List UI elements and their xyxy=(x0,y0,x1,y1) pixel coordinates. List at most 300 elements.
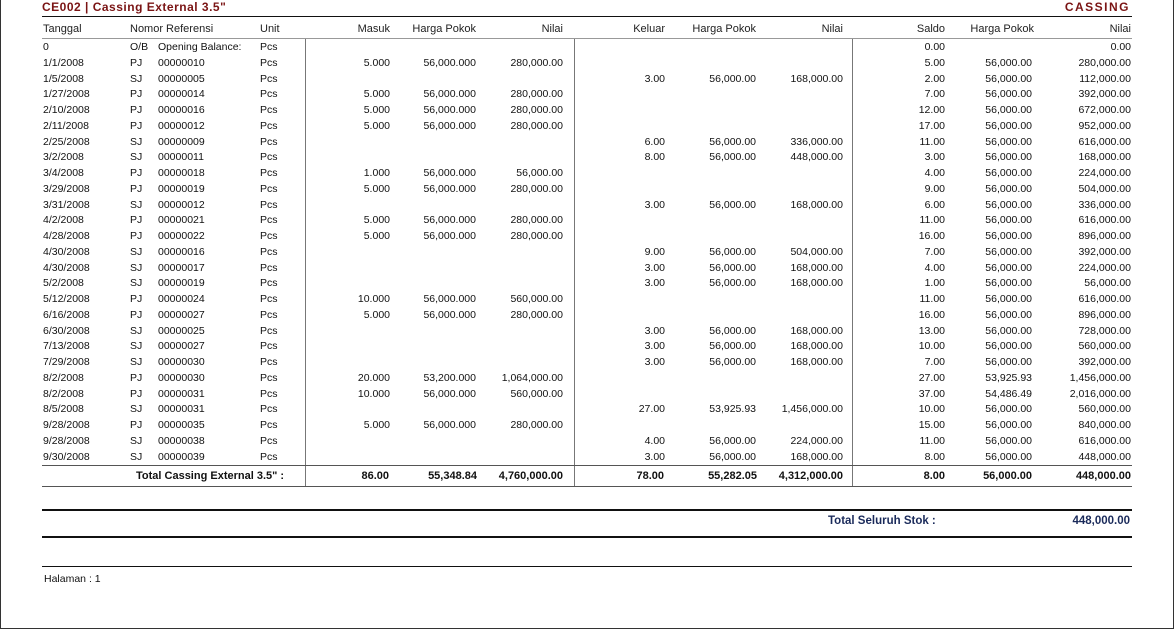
cell-type: SJ xyxy=(130,246,143,258)
cell-type: SJ xyxy=(130,435,143,447)
cell-in-value: 280,000.00 xyxy=(510,120,563,132)
cell-in-value: 56,000.00 xyxy=(516,167,563,179)
total-balance-value: 448,000.00 xyxy=(1075,470,1131,482)
cell-balance-value: 1,456,000.00 xyxy=(1069,372,1131,384)
cell-balance-price: 56,000.00 xyxy=(985,57,1032,69)
cell-out-price: 56,000.00 xyxy=(709,246,756,258)
total-balance-qty: 8.00 xyxy=(923,470,945,482)
cell-balance-value: 672,000.00 xyxy=(1078,104,1131,116)
cell-type: PJ xyxy=(130,183,143,195)
cell-reference: 00000035 xyxy=(158,419,205,431)
cell-in-qty: 5.000 xyxy=(363,88,390,100)
cell-in-qty: 5.000 xyxy=(363,230,390,242)
cell-in-qty: 5.000 xyxy=(363,214,390,226)
cell-reference: 00000031 xyxy=(158,403,205,415)
cell-date: 7/13/2008 xyxy=(43,340,90,352)
cell-out-value: 168,000.00 xyxy=(790,262,843,274)
cell-balance-qty: 9.00 xyxy=(924,183,945,195)
cell-balance-price: 56,000.00 xyxy=(985,293,1032,305)
cell-balance-value: 392,000.00 xyxy=(1078,246,1131,258)
cell-balance-qty: 4.00 xyxy=(924,167,945,179)
cell-reference: 00000031 xyxy=(158,388,205,400)
cell-balance-price: 56,000.00 xyxy=(985,435,1032,447)
cell-unit: Pcs xyxy=(260,104,278,116)
cell-out-price: 56,000.00 xyxy=(709,262,756,274)
cell-type: PJ xyxy=(130,309,143,321)
cell-out-qty: 3.00 xyxy=(644,451,665,463)
cell-type: SJ xyxy=(130,403,143,415)
cell-in-price: 56,000.000 xyxy=(423,183,476,195)
cell-in-qty: 20.000 xyxy=(357,372,390,384)
cell-out-qty: 3.00 xyxy=(644,199,665,211)
cell-out-value: 168,000.00 xyxy=(790,73,843,85)
cell-unit: Pcs xyxy=(260,246,278,258)
cell-unit: Pcs xyxy=(260,419,278,431)
cell-date: 8/2/2008 xyxy=(43,388,84,400)
cell-balance-value: 224,000.00 xyxy=(1078,262,1131,274)
cell-out-price: 56,000.00 xyxy=(709,451,756,463)
grand-total-top-rule xyxy=(42,509,1132,511)
cell-balance-price: 56,000.00 xyxy=(985,120,1032,132)
cell-balance-value: 952,000.00 xyxy=(1078,120,1131,132)
footer-rule xyxy=(42,566,1132,567)
cell-out-price: 56,000.00 xyxy=(709,136,756,148)
cell-date: 9/30/2008 xyxy=(43,451,90,463)
cell-balance-qty: 5.00 xyxy=(924,57,945,69)
cell-reference: 00000012 xyxy=(158,199,205,211)
cell-balance-qty: 8.00 xyxy=(924,451,945,463)
cell-type: SJ xyxy=(130,136,143,148)
cell-reference: 00000016 xyxy=(158,246,205,258)
cell-balance-price: 53,925.93 xyxy=(985,372,1032,384)
cell-balance-value: 560,000.00 xyxy=(1078,403,1131,415)
cell-type: PJ xyxy=(130,214,143,226)
cell-balance-qty: 16.00 xyxy=(918,309,945,321)
total-out-price: 55,282.05 xyxy=(708,470,757,482)
cell-type: PJ xyxy=(130,120,143,132)
total-balance-price: 56,000.00 xyxy=(983,470,1032,482)
cell-balance-price: 56,000.00 xyxy=(985,167,1032,179)
col-harga-pokok-in: Harga Pokok xyxy=(412,23,476,35)
divider-out xyxy=(574,39,575,486)
col-nomor-referensi: Nomor Referensi xyxy=(130,23,214,35)
cell-balance-price: 56,000.00 xyxy=(985,104,1032,116)
cell-balance-value: 168,000.00 xyxy=(1078,151,1131,163)
cell-out-value: 504,000.00 xyxy=(790,246,843,258)
cell-in-qty: 5.000 xyxy=(363,183,390,195)
cell-out-value: 168,000.00 xyxy=(790,199,843,211)
cell-unit: Pcs xyxy=(260,277,278,289)
cell-out-qty: 6.00 xyxy=(644,136,665,148)
cell-in-qty: 10.000 xyxy=(357,388,390,400)
cell-balance-qty: 17.00 xyxy=(918,120,945,132)
cell-out-price: 56,000.00 xyxy=(709,73,756,85)
cell-balance-qty: 11.00 xyxy=(919,214,945,226)
cell-date: 4/30/2008 xyxy=(43,262,90,274)
grand-total-value: 448,000.00 xyxy=(1072,515,1130,527)
cell-balance-value: 392,000.00 xyxy=(1078,356,1131,368)
cell-out-qty: 3.00 xyxy=(644,340,665,352)
grand-total-bottom-rule xyxy=(42,536,1132,538)
cell-date: 4/30/2008 xyxy=(43,246,90,258)
cell-unit: Pcs xyxy=(260,151,278,163)
cell-out-qty: 3.00 xyxy=(644,277,665,289)
cell-out-qty: 9.00 xyxy=(644,246,665,258)
cell-in-value: 560,000.00 xyxy=(510,293,563,305)
cell-out-value: 168,000.00 xyxy=(790,340,843,352)
cell-balance-qty: 27.00 xyxy=(918,372,945,384)
cell-balance-qty: 16.00 xyxy=(918,230,945,242)
cell-balance-qty: 11.00 xyxy=(919,136,945,148)
cell-type: SJ xyxy=(130,73,143,85)
cell-out-qty: 4.00 xyxy=(644,435,665,447)
cell-in-price: 56,000.000 xyxy=(423,57,476,69)
cell-out-value: 168,000.00 xyxy=(790,277,843,289)
cell-reference: 00000012 xyxy=(158,120,205,132)
cell-balance-price: 56,000.00 xyxy=(985,340,1032,352)
col-harga-pokok-bal: Harga Pokok xyxy=(970,23,1034,35)
cell-balance-value: 2,016,000.00 xyxy=(1069,388,1131,400)
cell-balance-qty: 2.00 xyxy=(924,73,945,85)
cell-out-qty: 27.00 xyxy=(638,403,665,415)
cell-unit: Pcs xyxy=(260,57,278,69)
cell-date: 2/10/2008 xyxy=(43,104,90,116)
cell-out-value: 168,000.00 xyxy=(790,325,843,337)
cell-unit: Pcs xyxy=(260,451,278,463)
cell-unit: Pcs xyxy=(260,183,278,195)
cell-unit: Pcs xyxy=(260,136,278,148)
cell-date: 4/28/2008 xyxy=(43,230,90,242)
cell-balance-value: 840,000.00 xyxy=(1078,419,1131,431)
totals-label: Total Cassing External 3.5" : xyxy=(136,470,285,482)
cell-out-price: 56,000.00 xyxy=(709,435,756,447)
cell-date: 2/25/2008 xyxy=(43,136,90,148)
cell-date: 4/2/2008 xyxy=(43,214,84,226)
cell-balance-value: 616,000.00 xyxy=(1078,214,1131,226)
cell-in-price: 56,000.000 xyxy=(423,88,476,100)
cell-unit: Pcs xyxy=(260,167,278,179)
cell-out-value: 448,000.00 xyxy=(790,151,843,163)
cell-out-value: 168,000.00 xyxy=(790,451,843,463)
grand-total-label: Total Seluruh Stok : xyxy=(828,515,936,527)
cell-out-qty: 8.00 xyxy=(644,151,665,163)
cell-unit: Pcs xyxy=(260,403,278,415)
cell-balance-value: 0.00 xyxy=(1110,41,1131,53)
cell-type: SJ xyxy=(130,199,143,211)
cell-type: SJ xyxy=(130,262,143,274)
cell-in-qty: 5.000 xyxy=(363,419,390,431)
cell-reference: 00000014 xyxy=(158,88,205,100)
cell-reference: 00000027 xyxy=(158,309,205,321)
cell-in-value: 280,000.00 xyxy=(510,419,563,431)
cell-reference: 00000030 xyxy=(158,372,205,384)
cell-out-price: 56,000.00 xyxy=(709,199,756,211)
cell-unit: Pcs xyxy=(260,230,278,242)
cell-balance-value: 448,000.00 xyxy=(1078,451,1131,463)
cell-balance-qty: 11.00 xyxy=(919,293,945,305)
cell-type: PJ xyxy=(130,293,143,305)
cell-balance-price: 56,000.00 xyxy=(985,277,1032,289)
cell-date: 3/31/2008 xyxy=(43,199,90,211)
cell-balance-price: 56,000.00 xyxy=(985,183,1032,195)
cell-in-value: 560,000.00 xyxy=(510,388,563,400)
total-in-value: 4,760,000.00 xyxy=(498,470,563,482)
cell-reference: 00000024 xyxy=(158,293,205,305)
cell-reference: 00000022 xyxy=(158,230,205,242)
cell-out-value: 1,456,000.00 xyxy=(781,403,843,415)
cell-balance-value: 616,000.00 xyxy=(1078,435,1131,447)
cell-balance-qty: 13.00 xyxy=(918,325,945,337)
cell-balance-qty: 10.00 xyxy=(918,403,945,415)
cell-reference: 00000038 xyxy=(158,435,205,447)
cell-balance-price: 54,486.49 xyxy=(985,388,1032,400)
cell-in-qty: 5.000 xyxy=(363,120,390,132)
cell-type: SJ xyxy=(130,451,143,463)
cell-unit: Pcs xyxy=(260,262,278,274)
col-unit: Unit xyxy=(260,23,280,35)
cell-reference: 00000016 xyxy=(158,104,205,116)
cell-balance-value: 728,000.00 xyxy=(1078,325,1131,337)
cell-date: 1/5/2008 xyxy=(43,73,84,85)
cell-out-price: 56,000.00 xyxy=(709,151,756,163)
page-number: Halaman : 1 xyxy=(44,573,101,585)
cell-unit: Pcs xyxy=(260,356,278,368)
cell-in-value: 280,000.00 xyxy=(510,230,563,242)
cell-balance-qty: 7.00 xyxy=(924,246,945,258)
cell-balance-value: 896,000.00 xyxy=(1078,230,1131,242)
cell-balance-qty: 6.00 xyxy=(924,199,945,211)
cell-date: 8/5/2008 xyxy=(43,403,84,415)
cell-date: 5/2/2008 xyxy=(43,277,84,289)
cell-balance-price: 56,000.00 xyxy=(985,230,1032,242)
cell-out-price: 56,000.00 xyxy=(709,277,756,289)
cell-type: SJ xyxy=(130,325,143,337)
cell-in-value: 280,000.00 xyxy=(510,57,563,69)
col-harga-pokok-out: Harga Pokok xyxy=(692,23,756,35)
cell-date: 0 xyxy=(43,41,49,53)
cell-date: 1/27/2008 xyxy=(43,88,90,100)
cell-reference: 00000039 xyxy=(158,451,205,463)
cell-balance-price: 56,000.00 xyxy=(985,325,1032,337)
category-title: CASSING xyxy=(1064,0,1130,14)
cell-reference: 00000005 xyxy=(158,73,205,85)
cell-balance-price: 56,000.00 xyxy=(985,73,1032,85)
cell-in-qty: 1.000 xyxy=(363,167,390,179)
divider-in xyxy=(305,39,306,486)
cell-date: 9/28/2008 xyxy=(43,419,90,431)
cell-balance-qty: 10.00 xyxy=(918,340,945,352)
cell-balance-value: 896,000.00 xyxy=(1078,309,1131,321)
cell-date: 6/16/2008 xyxy=(43,309,90,321)
cell-in-value: 280,000.00 xyxy=(510,104,563,116)
total-in-qty: 86.00 xyxy=(361,470,389,482)
cell-balance-price: 56,000.00 xyxy=(985,199,1032,211)
cell-out-value: 168,000.00 xyxy=(790,356,843,368)
cell-unit: Pcs xyxy=(260,325,278,337)
cell-out-value: 336,000.00 xyxy=(790,136,843,148)
cell-balance-value: 560,000.00 xyxy=(1078,340,1131,352)
cell-date: 5/12/2008 xyxy=(43,293,90,305)
cell-in-qty: 5.000 xyxy=(363,104,390,116)
cell-date: 6/30/2008 xyxy=(43,325,90,337)
cell-balance-value: 616,000.00 xyxy=(1078,293,1131,305)
cell-reference: 00000018 xyxy=(158,167,205,179)
col-keluar: Keluar xyxy=(633,23,665,35)
cell-type: PJ xyxy=(130,419,143,431)
cell-date: 2/11/2008 xyxy=(43,120,89,132)
cell-balance-qty: 15.00 xyxy=(918,419,945,431)
cell-type: PJ xyxy=(130,57,143,69)
cell-balance-qty: 3.00 xyxy=(924,151,945,163)
cell-out-qty: 3.00 xyxy=(644,325,665,337)
totals-bottom-rule xyxy=(42,486,1132,487)
cell-balance-price: 56,000.00 xyxy=(985,262,1032,274)
cell-in-value: 280,000.00 xyxy=(510,309,563,321)
cell-date: 9/28/2008 xyxy=(43,435,90,447)
cell-balance-price: 56,000.00 xyxy=(985,151,1032,163)
cell-in-qty: 5.000 xyxy=(363,57,390,69)
cell-reference: 00000019 xyxy=(158,183,205,195)
cell-reference: 00000025 xyxy=(158,325,205,337)
cell-balance-price: 56,000.00 xyxy=(985,246,1032,258)
cell-balance-price: 56,000.00 xyxy=(985,356,1032,368)
cell-out-price: 56,000.00 xyxy=(709,340,756,352)
cell-in-price: 56,000.000 xyxy=(423,419,476,431)
col-saldo: Saldo xyxy=(916,23,945,35)
totals-top-rule xyxy=(42,465,1132,466)
cell-in-price: 56,000.000 xyxy=(423,293,476,305)
cell-out-qty: 3.00 xyxy=(644,356,665,368)
col-masuk: Masuk xyxy=(357,23,390,35)
cell-out-qty: 3.00 xyxy=(644,73,665,85)
cell-in-price: 56,000.000 xyxy=(423,230,476,242)
cell-balance-value: 504,000.00 xyxy=(1078,183,1131,195)
total-in-price: 55,348.84 xyxy=(428,470,477,482)
cell-type: O/B xyxy=(130,41,149,53)
cell-type: PJ xyxy=(130,372,143,384)
cell-type: PJ xyxy=(130,88,143,100)
cell-in-qty: 10.000 xyxy=(357,293,390,305)
cell-in-value: 280,000.00 xyxy=(510,214,563,226)
col-nilai-bal: Nilai xyxy=(1109,23,1131,35)
divider-balance xyxy=(852,39,853,486)
cell-balance-qty: 11.00 xyxy=(919,435,945,447)
cell-balance-price: 56,000.00 xyxy=(985,136,1032,148)
cell-type: SJ xyxy=(130,151,143,163)
cell-balance-qty: 0.00 xyxy=(924,41,945,53)
total-out-qty: 78.00 xyxy=(636,470,664,482)
cell-balance-qty: 7.00 xyxy=(924,88,945,100)
cell-unit: Pcs xyxy=(260,88,278,100)
cell-in-price: 56,000.000 xyxy=(423,167,476,179)
cell-in-price: 53,200.000 xyxy=(423,372,476,384)
cell-in-value: 1,064,000.00 xyxy=(501,372,563,384)
cell-date: 1/1/2008 xyxy=(43,57,84,69)
cell-balance-value: 616,000.00 xyxy=(1078,136,1131,148)
cell-date: 8/2/2008 xyxy=(43,372,84,384)
cell-reference: 00000030 xyxy=(158,356,205,368)
cell-reference: 00000027 xyxy=(158,340,205,352)
header-bottom-rule xyxy=(42,38,1132,39)
cell-reference: 00000011 xyxy=(158,151,204,163)
cell-out-price: 53,925.93 xyxy=(709,403,756,415)
cell-unit: Pcs xyxy=(260,41,278,53)
cell-balance-value: 224,000.00 xyxy=(1078,167,1131,179)
cell-unit: Pcs xyxy=(260,293,278,305)
cell-out-qty: 3.00 xyxy=(644,262,665,274)
cell-balance-price: 56,000.00 xyxy=(985,419,1032,431)
cell-in-value: 280,000.00 xyxy=(510,88,563,100)
cell-balance-price: 56,000.00 xyxy=(985,451,1032,463)
cell-balance-price: 56,000.00 xyxy=(985,88,1032,100)
cell-balance-price: 56,000.00 xyxy=(985,403,1032,415)
cell-out-price: 56,000.00 xyxy=(709,325,756,337)
cell-in-value: 280,000.00 xyxy=(510,183,563,195)
cell-balance-value: 280,000.00 xyxy=(1078,57,1131,69)
cell-balance-qty: 7.00 xyxy=(924,356,945,368)
cell-unit: Pcs xyxy=(260,120,278,132)
cell-unit: Pcs xyxy=(260,435,278,447)
total-out-value: 4,312,000.00 xyxy=(778,470,843,482)
cell-out-price: 56,000.00 xyxy=(709,356,756,368)
cell-out-value: 224,000.00 xyxy=(790,435,843,447)
cell-in-price: 56,000.000 xyxy=(423,120,476,132)
cell-in-price: 56,000.000 xyxy=(423,214,476,226)
cell-reference: 00000010 xyxy=(158,57,205,69)
cell-balance-value: 56,000.00 xyxy=(1084,277,1131,289)
col-nilai-out: Nilai xyxy=(821,23,843,35)
cell-type: PJ xyxy=(130,230,143,242)
cell-in-price: 56,000.000 xyxy=(423,388,476,400)
cell-reference: 00000017 xyxy=(158,262,205,274)
cell-balance-value: 336,000.00 xyxy=(1078,199,1131,211)
cell-balance-price: 56,000.00 xyxy=(985,309,1032,321)
cell-unit: Pcs xyxy=(260,372,278,384)
cell-type: SJ xyxy=(130,356,143,368)
cell-balance-value: 112,000.00 xyxy=(1079,73,1131,85)
cell-unit: Pcs xyxy=(260,73,278,85)
cell-type: SJ xyxy=(130,340,143,352)
col-nilai-in: Nilai xyxy=(541,23,563,35)
cell-reference: 00000009 xyxy=(158,136,205,148)
cell-unit: Pcs xyxy=(260,340,278,352)
col-tanggal: Tanggal xyxy=(43,23,82,35)
cell-balance-qty: 1.00 xyxy=(924,277,945,289)
cell-type: SJ xyxy=(130,277,143,289)
cell-balance-qty: 12.00 xyxy=(918,104,945,116)
cell-unit: Pcs xyxy=(260,199,278,211)
cell-date: 3/4/2008 xyxy=(43,167,84,179)
cell-type: PJ xyxy=(130,167,143,179)
cell-reference: Opening Balance: xyxy=(158,41,242,53)
cell-balance-qty: 37.00 xyxy=(918,388,945,400)
header-top-rule xyxy=(42,16,1132,17)
cell-in-qty: 5.000 xyxy=(363,309,390,321)
cell-in-price: 56,000.000 xyxy=(423,309,476,321)
cell-type: PJ xyxy=(130,104,143,116)
item-title: CE002 | Cassing External 3.5" xyxy=(42,0,227,14)
cell-balance-qty: 4.00 xyxy=(924,262,945,274)
cell-unit: Pcs xyxy=(260,309,278,321)
cell-unit: Pcs xyxy=(260,214,278,226)
cell-date: 3/2/2008 xyxy=(43,151,84,163)
cell-balance-value: 392,000.00 xyxy=(1078,88,1131,100)
cell-date: 7/29/2008 xyxy=(43,356,90,368)
cell-type: PJ xyxy=(130,388,143,400)
cell-in-price: 56,000.000 xyxy=(423,104,476,116)
cell-unit: Pcs xyxy=(260,388,278,400)
cell-reference: 00000019 xyxy=(158,277,205,289)
